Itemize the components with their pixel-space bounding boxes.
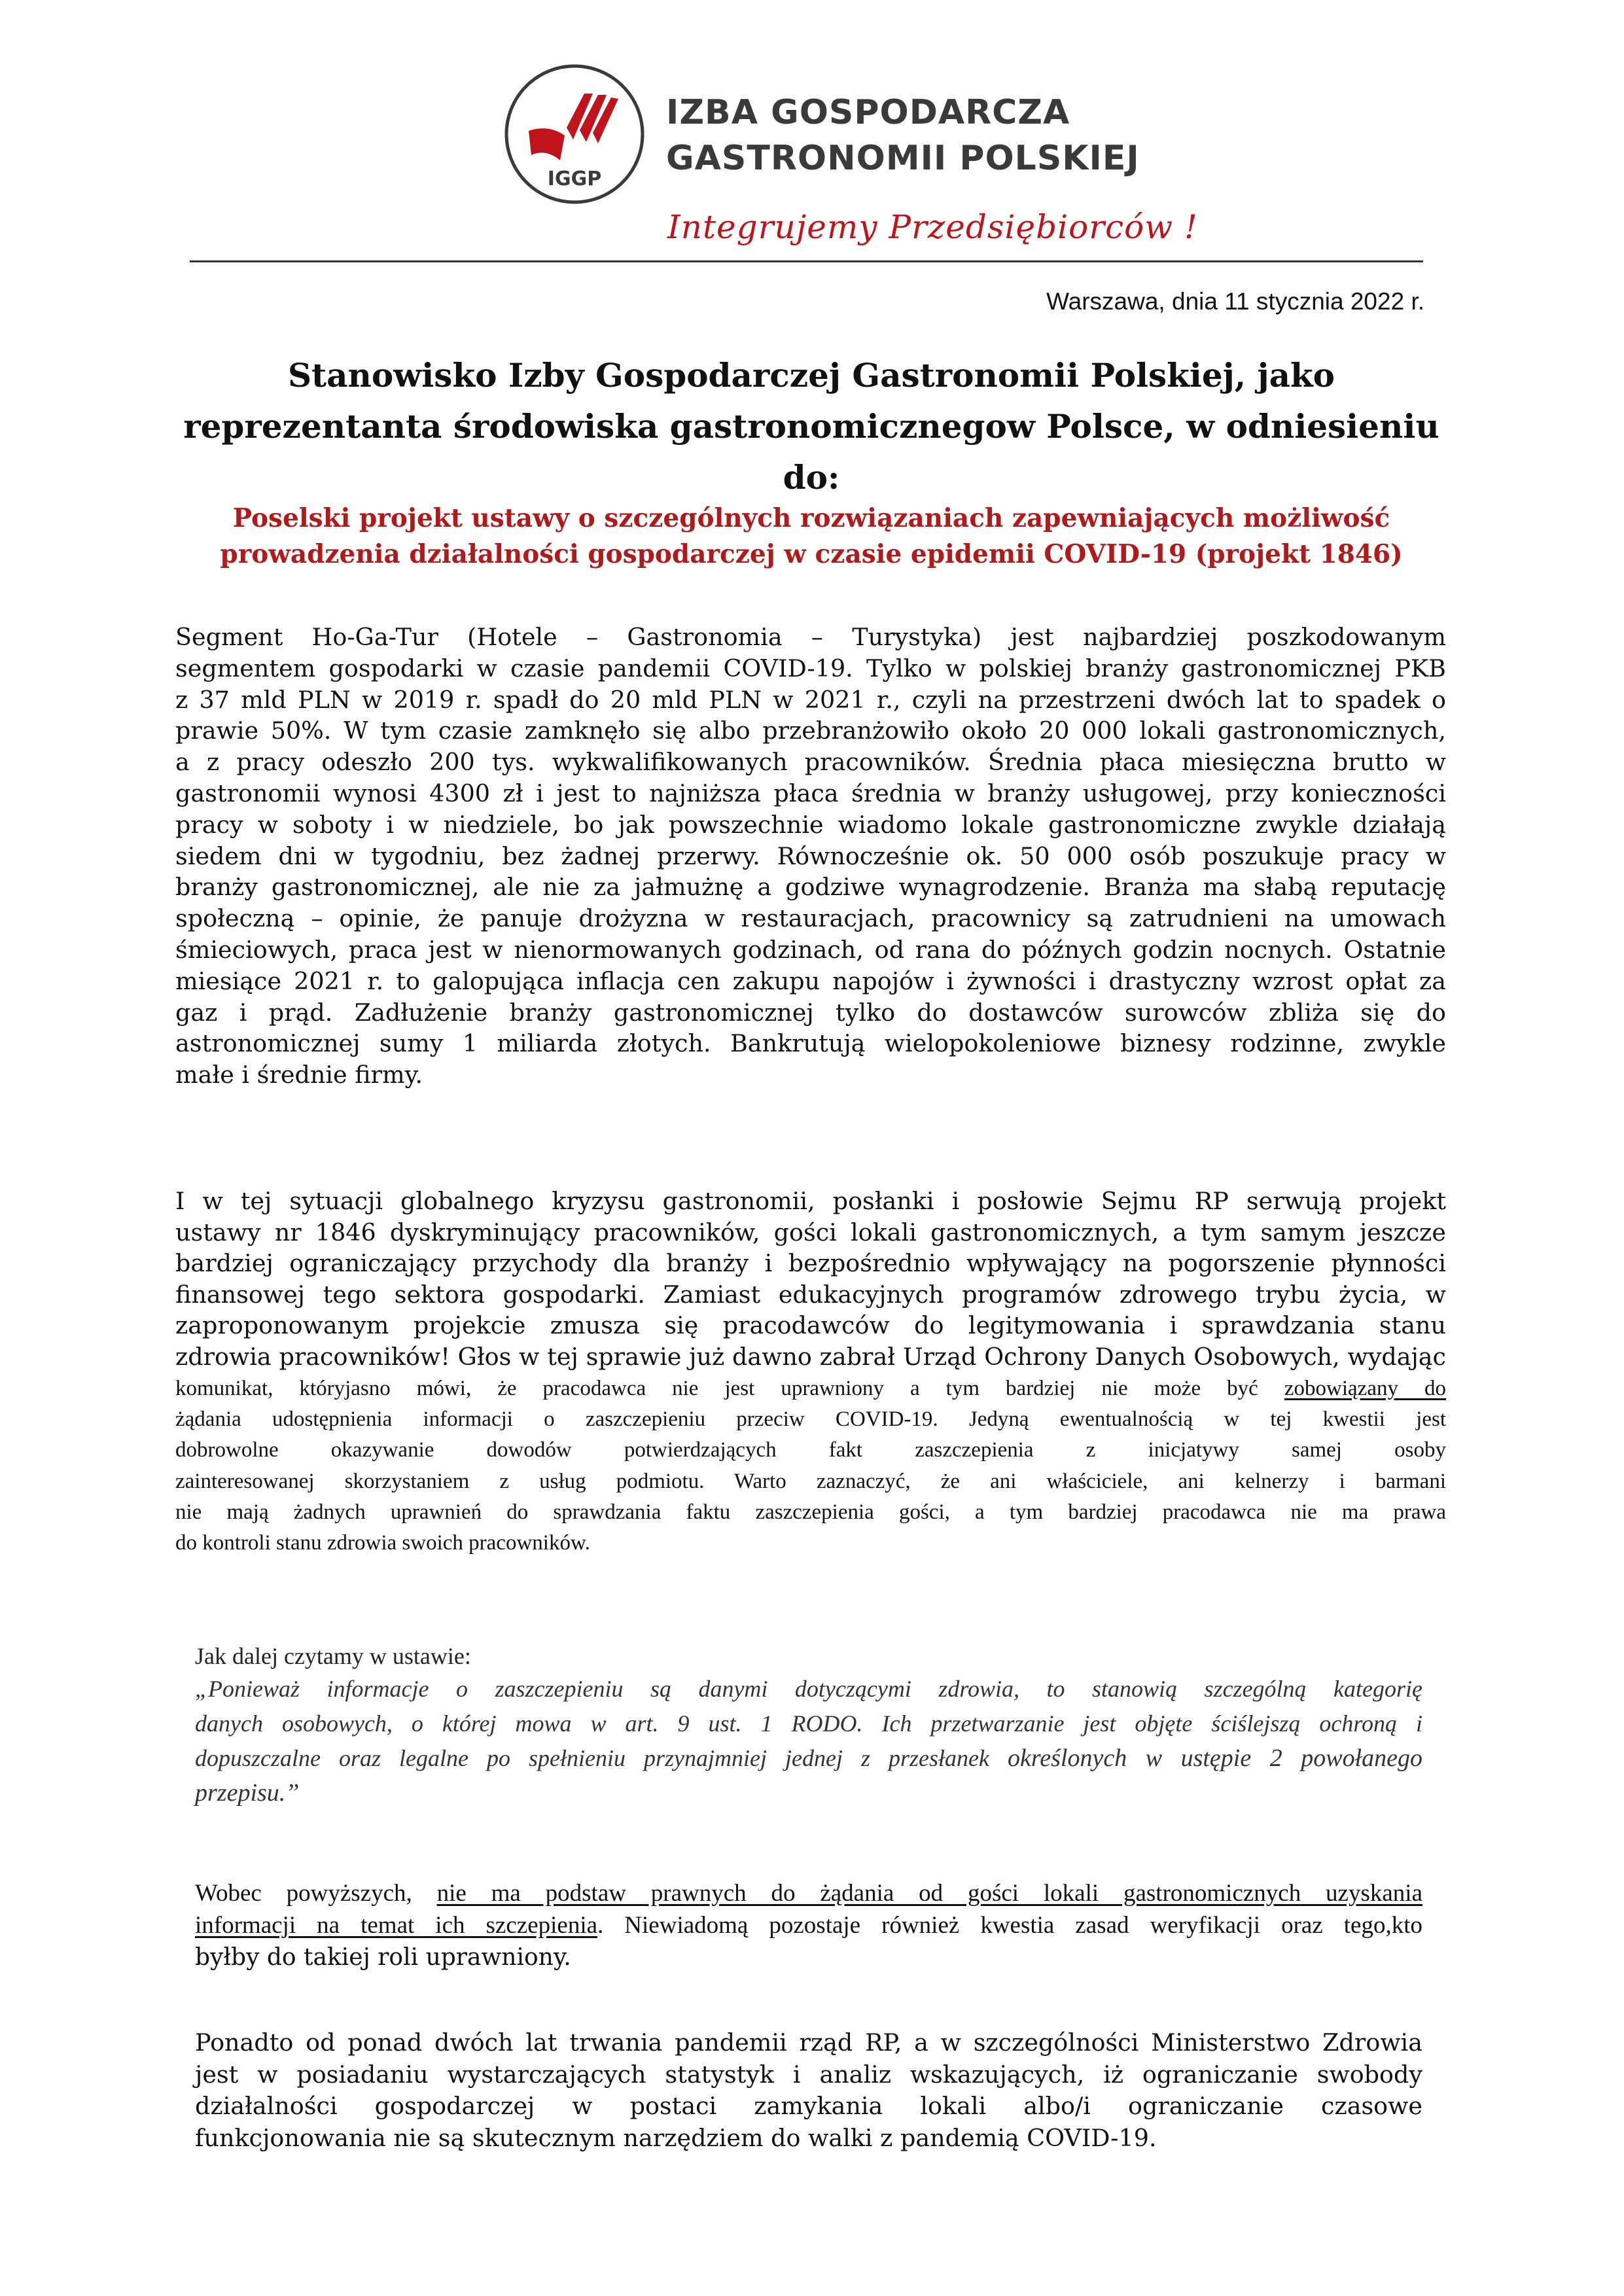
quote-line (195, 1741, 1422, 1776)
paragraph-1 (175, 622, 1446, 1091)
paragraph-line: segmentem gospodarki w czasie pandemii COVID-19. Tylko w polskiej branży gastronomicznej PKB (175, 654, 1446, 682)
title-line-1: Stanowisko Izby Gospodarczej Gastronomii Polskiej, jako (287, 356, 1335, 395)
organization-name (666, 90, 1140, 181)
quote-line: „Ponieważ informacje o zaszczepieniu są danymi dotyczącymi zdrowia, to stanowią szczególną kategorię (195, 1676, 1422, 1702)
text-run: Wobec powyższych, (195, 1880, 437, 1907)
paragraph-line: byłby do takiej roli uprawniony. (195, 1944, 571, 1971)
paragraph-line: siedem dni w tygodniu, bez żadnej przerwy. Równocześnie ok. 50 000 osób poszukuje pracy w (175, 841, 1446, 870)
text-run: określonych w ustępie 2 powołanego (1008, 1744, 1422, 1772)
underlined-phrase: zobowiązany do (1284, 1377, 1446, 1400)
title-line-3: do: (783, 458, 840, 497)
document-date: Warszawa, dnia 11 stycznia 2022 r. (1046, 288, 1424, 315)
text-run: . Niewiadomą pozostaje również kwestia zasad weryfikacji oraz tego,kto (597, 1912, 1422, 1939)
paragraph-line: Segment Ho-Ga-Tur (Hotele – Gastronomia – Turystyka) jest najbardziej poszkodowanym (175, 623, 1446, 651)
paragraph-line: małe i średnie firmy. (175, 1061, 423, 1089)
paragraph-line: pracy w soboty i w niedziele, bo jak powszechnie wiadomo lokale gastronomiczne zwykle działają (175, 810, 1446, 839)
title-line-2: reprezentanta środowiska gastronomicznegow Polsce, w odniesieniu (183, 407, 1439, 446)
iggp-logo-icon (503, 62, 646, 206)
subtitle-line-2: prowadzenia działalności gospodarczej w czasie epidemii COVID-19 (projekt 1846) (220, 539, 1403, 569)
paragraph-line: jest w posiadaniu wystarczających statystyk i analiz wskazujących, iż ograniczanie swobody (195, 2060, 1422, 2089)
paragraph-line: bardziej ograniczający przychody dla branży i bezpośrednio wpływający na pogorszenie płynności (175, 1249, 1446, 1277)
paragraph-line: ustawy nr 1846 dyskryminujący pracowników, gości lokali gastronomicznych, a tym samym jeszcze (175, 1218, 1446, 1246)
underlined-phrase: informacji na temat ich szczepienia (195, 1912, 598, 1939)
paragraph-line: a z pracy odeszło 200 tys. wykwalifikowanych pracowników. Średnia płaca miesięczna brutto w (175, 748, 1446, 777)
paragraph-line: działalności gospodarczej w postaci zamykania lokali albo/i ograniczanie czasowe (195, 2092, 1422, 2120)
paragraph-line: dobrowolne okazywanie dowodów potwierdzających fakt zaszczepienia z inicjatywy samej osoby (175, 1438, 1446, 1462)
paragraph-line (195, 1877, 1422, 1909)
paragraph-line: Ponadto od ponad dwóch lat trwania pandemii rząd RP, a w szczególności Ministerstwo Zdrowia (195, 2028, 1422, 2057)
paragraph-line: zdrowia pracowników! Głos w tej sprawie już dawno zabrał Urząd Ochrony Danych Osobowych, wydając (175, 1342, 1446, 1371)
paragraph-line (195, 1909, 1422, 1941)
quote-intro: Jak dalej czytamy w ustawie: (195, 1643, 471, 1669)
paragraph-line: śmieciowych, praca jest w nienormowanych godzinach, od rana do późnych godzin nocnych. Ostatnie (175, 935, 1446, 964)
paragraph-line: gastronomii wynosi 4300 zł i jest to najniższa płaca średnia w branży usługowej, przy konieczności (175, 779, 1446, 807)
org-name-line-1: IZBA GOSPODARCZA (666, 93, 1070, 132)
paragraph-2 (175, 1186, 1446, 1372)
subtitle-line-1: Poselski projekt ustawy o szczególnych rozwiązaniach zapewniających możliwość (232, 503, 1390, 533)
document-title (183, 350, 1439, 503)
paragraph-line: do kontroli stanu zdrowia swoich pracowników. (175, 1531, 590, 1555)
motto: Integrujemy Przedsiębiorców ! (667, 208, 1199, 246)
paragraph-line: miesiące 2021 r. to galopująca inflacja cen zakupu napojów i żywności i drastyczny wzrost opłat za (175, 966, 1446, 995)
paragraph-4 (195, 2027, 1422, 2154)
law-quote (195, 1672, 1422, 1810)
paragraph-line: zaproponowanym projekcie zmusza się pracodawców do legitymowania i sprawdzania stanu (175, 1311, 1446, 1339)
text-run: dopuszczalne oraz legalne po spełnieniu przynajmniej jednej z przesłanek (195, 1745, 1008, 1771)
document-subtitle (183, 501, 1439, 573)
header-logo (503, 62, 1157, 213)
paragraph-line: żądania udostępnienia informacji o zaszczepieniu przeciw COVID-19. Jedyną ewentualnością w tej kwestii jest (175, 1407, 1446, 1432)
paragraph-line (175, 1373, 1446, 1404)
org-name-line-2: GASTRONOMII POLSKIEJ (666, 139, 1140, 178)
paragraph-line: I w tej sytuacji globalnego kryzysu gastronomii, posłanki i posłowie Sejmu RP serwują projekt (175, 1187, 1446, 1215)
paragraph-line: astronomicznej sumy 1 miliarda złotych. Bankrutują wielopokoleniowe biznesy rodzinne, zwykle (175, 1029, 1446, 1058)
paragraph-line: branży gastronomicznej, ale nie za jałmużnę a godziwe wynagrodzenie. Branża ma słabą reputację (175, 873, 1446, 902)
text-run: komunikat, któryjasno mówi, że pracodawca nie jest uprawniony a tym bardziej nie może być (175, 1377, 1284, 1400)
logo-abbreviation: IGGP (547, 168, 602, 190)
paragraph-3 (195, 1877, 1422, 1973)
paragraph-line: funkcjonowania nie są skutecznym narzędziem do walki z pandemią COVID-19. (195, 2123, 1157, 2152)
quote-line: przepisu.” (195, 1779, 300, 1807)
paragraph-line: finansowej tego sektora gospodarki. Zamiast edukacyjnych programów zdrowego trybu życia, w (175, 1280, 1446, 1309)
paragraph-line: z 37 mld PLN w 2019 r. spadł do 20 mld PLN w 2021 r., czyli na przestrzeni dwóch lat to spadek o (175, 685, 1446, 714)
quote-line: danych osobowych, o której mowa w art. 9 ust. 1 RODO. Ich przetwarzanie jest objęte ściślejszą ochroną i (195, 1710, 1422, 1737)
paragraph-line: nie mają żadnych uprawnień do sprawdzania faktu zaszczepienia gości, a tym bardziej pracodawca nie ma prawa (175, 1500, 1446, 1524)
paragraph-line: zainteresowanej skorzystaniem z usług podmiotu. Warto zaznaczyć, że ani właściciele, ani kelnerzy i barmani (175, 1469, 1446, 1493)
underlined-phrase: nie ma podstaw prawnych do żądania od gości lokali gastronomicznych uzyskania (436, 1880, 1422, 1907)
paragraph-line: gaz i prąd. Zadłużenie branży gastronomicznej tylko do dostawców surowców zbliża się do (175, 998, 1446, 1027)
header-divider (190, 260, 1423, 262)
paragraph-2-continued (175, 1373, 1446, 1559)
paragraph-line: prawie 50%. W tym czasie zamknęło się albo przebranżowiło około 20 000 lokali gastronomicznych, (175, 716, 1446, 745)
paragraph-line: społeczną – opinie, że panuje drożyzna w restauracjach, pracownicy są zatrudnieni na umowach (175, 904, 1446, 933)
